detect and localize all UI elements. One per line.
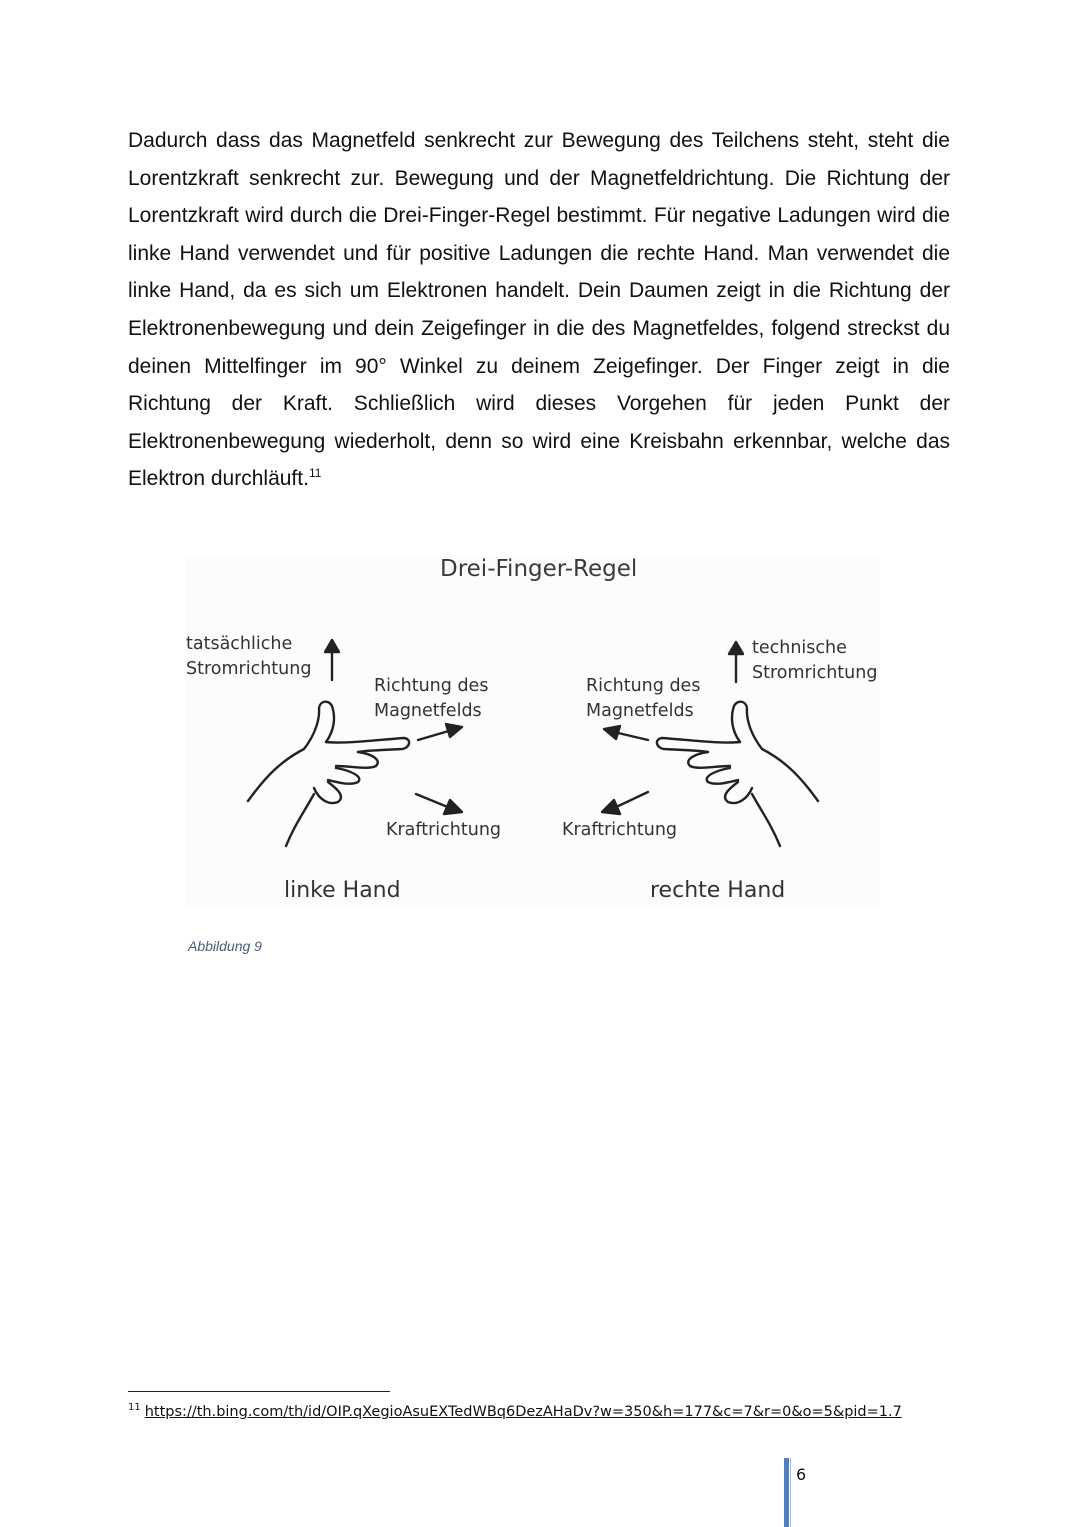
- page-number-bar: [784, 1458, 789, 1527]
- page-number-bar-thin: [790, 1458, 791, 1527]
- body-text: Dadurch dass das Magnetfeld senkrecht zur Bewegung des Teilchens steht, steht die Lorentzkraft senkrecht zur. Bewegung und der Magnetfeldrichtung. Die Richtung der Lorentzkraft wird durch die Drei-Finger-Regel bestimmt. Für negative Ladungen wird die linke Hand verwendet und für positive Ladungen die rechte Hand. Man verwendet die linke Hand, da es sich um Elektronen handelt. Dein Daumen zeigt in die Richtung der Elektronenbewegung und dein Zeigefinger in die des Magnetfeldes, folgend streckst du deinen Mittelfinger im 90° Winkel zu deinem Zeigefinger. Der Finger zeigt in die Richtung der Kraft. Schließlich wird dieses Vorgehen für jeden Punkt der Elektronenbewegung wiederholt, denn so wird eine Kreisbahn erkennbar, welche das Elektron durchläuft.: [128, 129, 950, 491]
- right-current-label: [752, 636, 877, 686]
- left-force-arrow-icon: [416, 794, 462, 814]
- footnote-number: 11: [128, 1402, 141, 1413]
- footnote: [128, 1402, 902, 1420]
- page-number: 6: [796, 1465, 807, 1484]
- right-current-label-line2: Stromrichtung: [752, 663, 878, 683]
- hands-illustration: [186, 556, 880, 908]
- right-hand-label: rechte Hand: [650, 878, 786, 903]
- left-field-label-line2: Magnetfelds: [374, 701, 482, 721]
- right-current-arrow-icon: [729, 642, 743, 682]
- figure-caption: Abbildung 9: [188, 938, 262, 954]
- left-field-label-line1: Richtung des: [374, 676, 489, 696]
- left-hand-label: linke Hand: [284, 878, 401, 903]
- figure-title: Drei-Finger-Regel: [440, 556, 638, 582]
- left-current-arrow-icon: [325, 640, 339, 680]
- right-force-arrow-icon: [602, 792, 648, 814]
- right-field-label-line1: Richtung des: [586, 676, 701, 696]
- right-field-label-line2: Magnetfelds: [586, 701, 694, 721]
- footnote-separator: [128, 1391, 390, 1392]
- body-paragraph: [128, 122, 950, 498]
- right-current-label-line1: technische: [752, 638, 847, 658]
- left-current-label: [186, 632, 311, 682]
- left-current-label-line1: tatsächliche: [186, 634, 293, 654]
- right-force-label: Kraftrichtung: [562, 820, 678, 840]
- right-field-label: [586, 674, 700, 724]
- left-current-label-line2: Stromrichtung: [186, 659, 312, 679]
- left-field-arrow-icon: [418, 724, 462, 740]
- footnote-link[interactable]: https://th.bing.com/th/id/OIP.qXegioAsuEXTedWBq6DezAHaDv?w=350&h=177&c=7&r=0&o=5&pid=1.7: [144, 1404, 902, 1420]
- right-field-arrow-icon: [604, 726, 648, 740]
- left-field-label: [374, 674, 488, 724]
- footnote-reference[interactable]: 11: [308, 466, 322, 481]
- left-force-label: Kraftrichtung: [386, 820, 502, 840]
- three-finger-rule-figure: [186, 556, 880, 908]
